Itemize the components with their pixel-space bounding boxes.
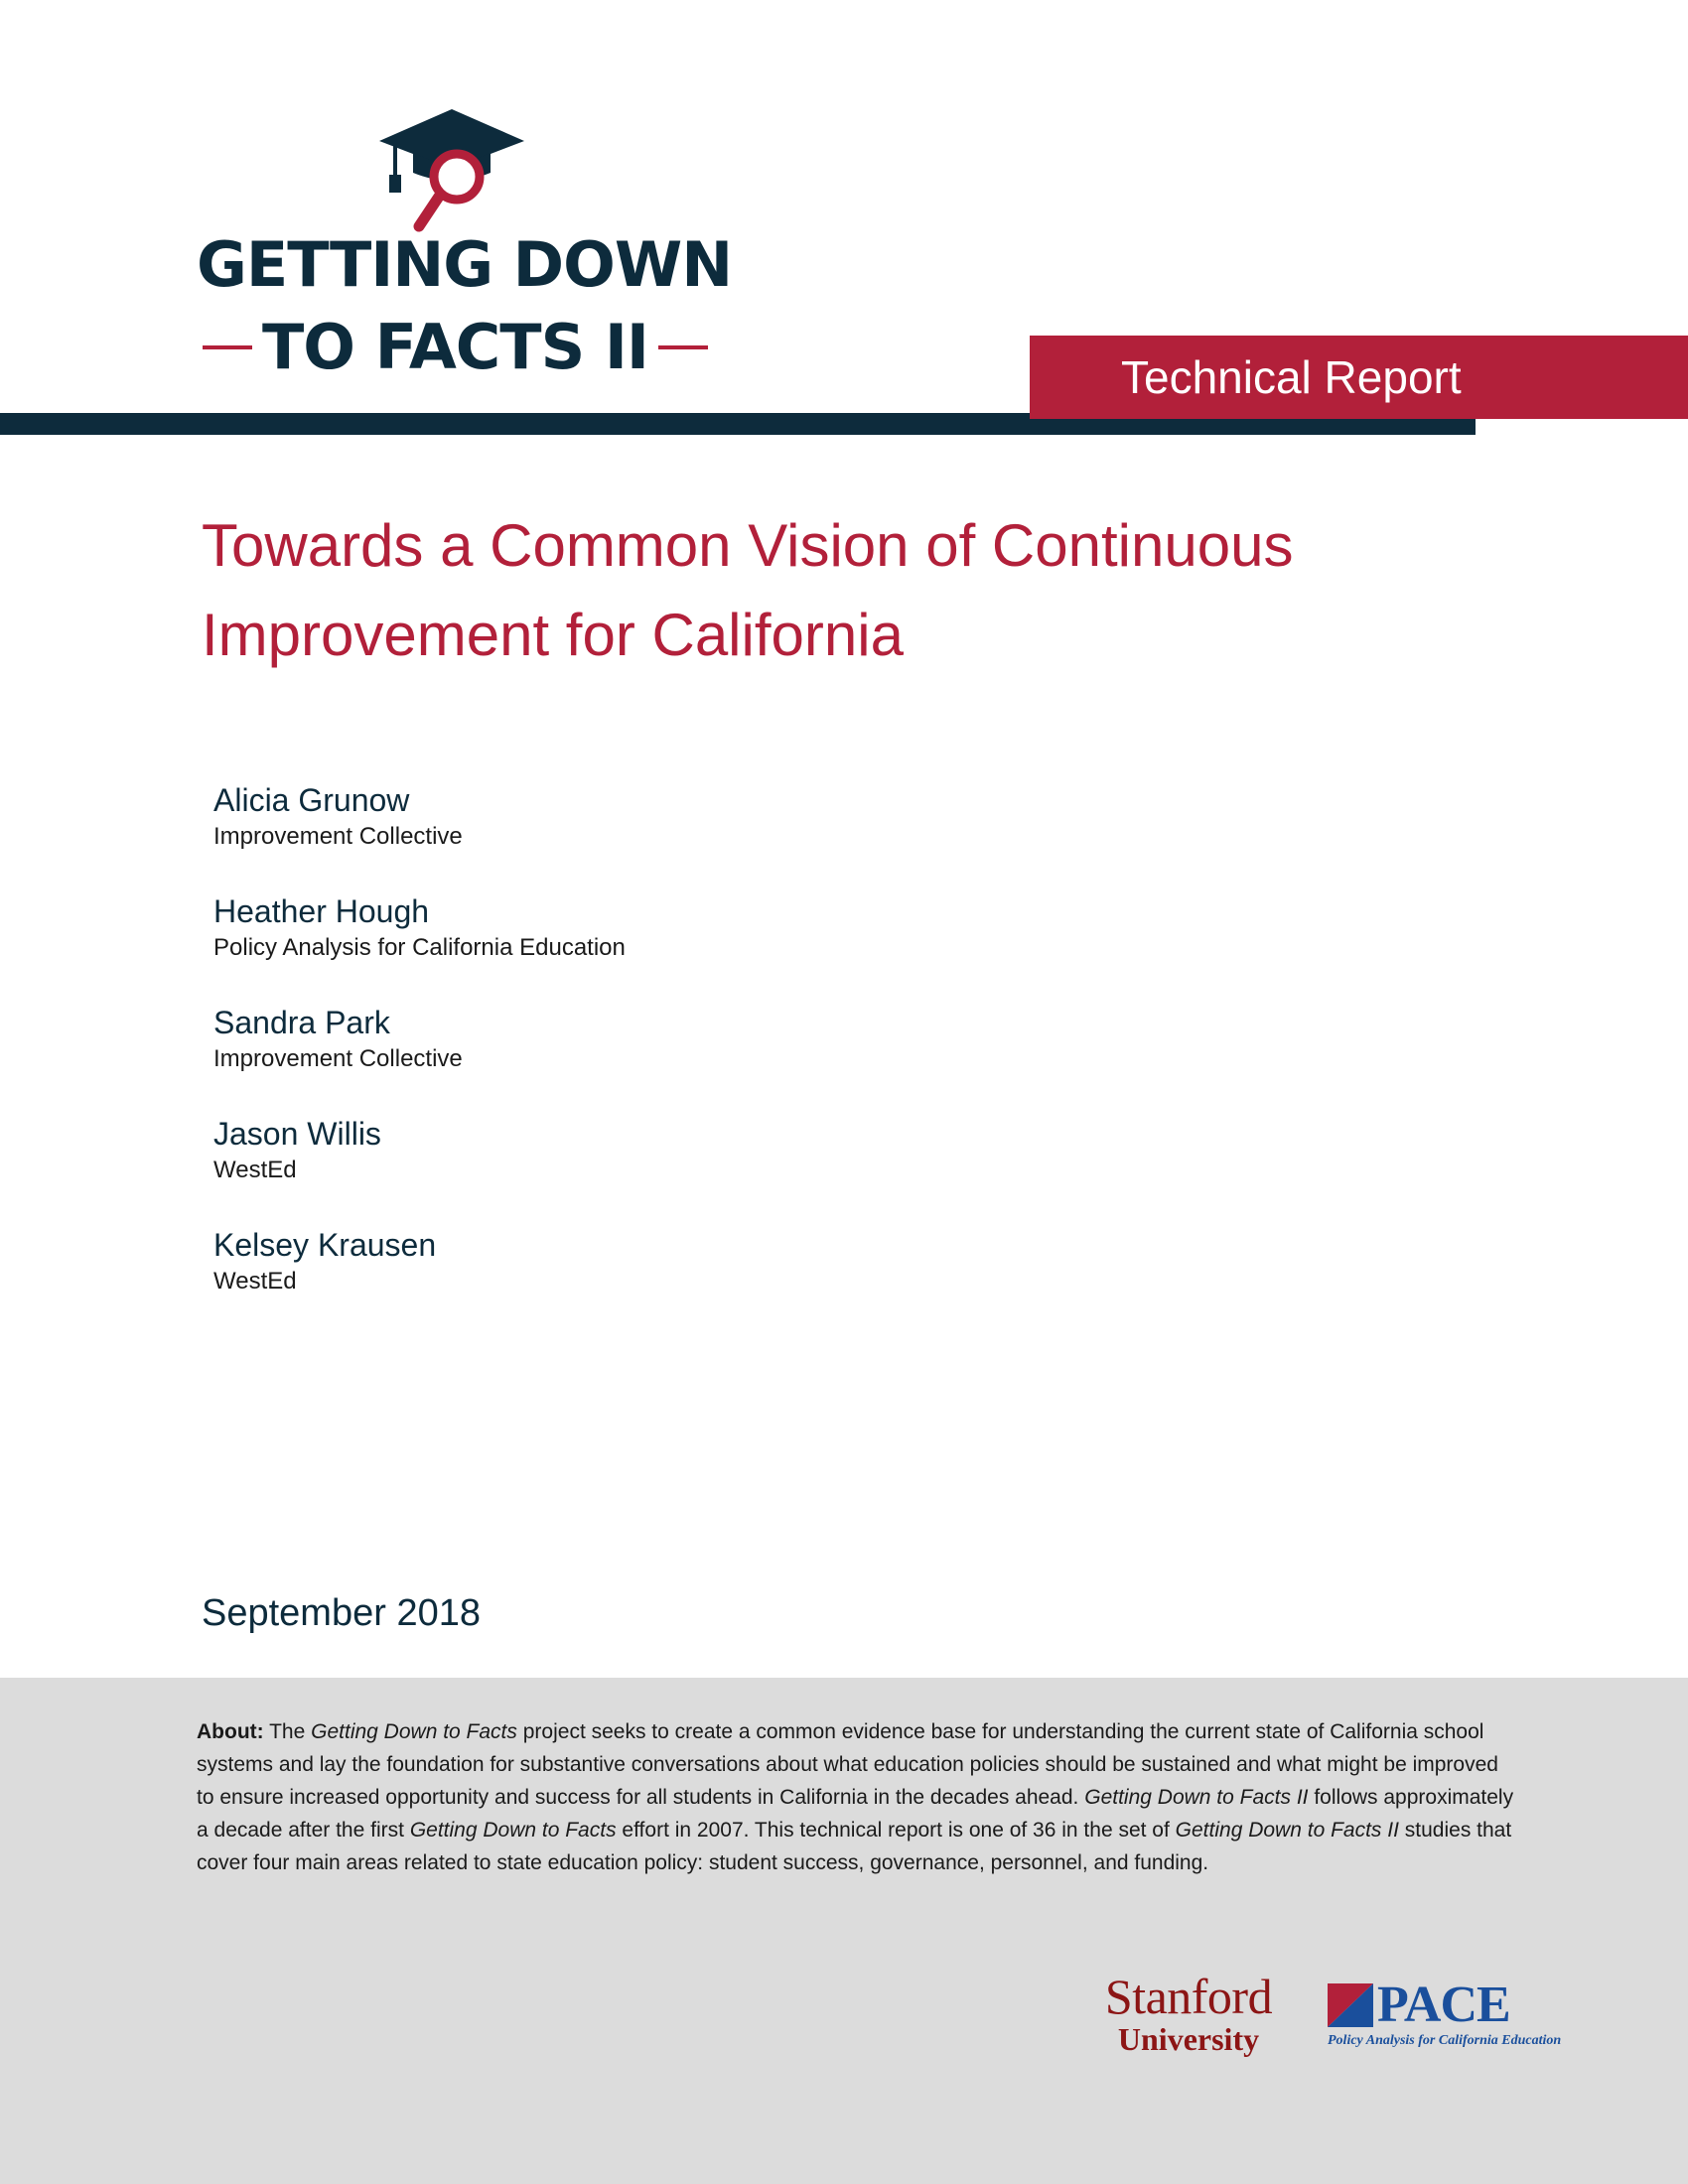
author-entry	[213, 1225, 1107, 1336]
graduation-cap-magnifier-icon	[377, 107, 526, 232]
logo-text-line1: GETTING DOWN	[197, 228, 733, 301]
logo-dash-right	[658, 345, 708, 349]
document-title	[202, 501, 1492, 680]
stanford-university-logo	[1089, 1969, 1288, 2057]
report-type-banner: Technical Report	[1030, 336, 1688, 419]
pace-tagline: Policy Analysis for California Education	[1328, 2033, 1562, 2048]
author-affiliation: WestEd	[213, 1268, 297, 1295]
pace-wordmark: PACE	[1377, 1977, 1510, 2033]
about-paragraph: About: The Getting Down to Facts project seeks to create a common evidence base for understanding the current state of California school systems and lay the foundation for substantive conversations about what education policies should be sustained and what might be improved to ensure increased opportunity and success for all students in California in the decades ahead. Getting Down to Facts II follows approximately a decade after the first Getting Down to Facts effort in 2007. This technical report is one of 36 in the set of Getting Down to Facts II studies that cover four main areas related to state education policy: student success, governance, personnel, and funding.	[197, 1720, 1514, 1874]
author-name: Sandra Park	[213, 1005, 390, 1040]
author-entry	[213, 1114, 1107, 1225]
author-entry	[213, 780, 1107, 891]
author-name: Jason Willis	[213, 1116, 381, 1152]
pace-mark-icon	[1328, 1983, 1373, 2027]
getting-down-to-facts-logo	[195, 107, 733, 383]
logo-text-line2-group	[203, 311, 708, 383]
author-entry	[213, 1003, 1107, 1114]
pace-logo	[1328, 1979, 1586, 2049]
title-line-2: Improvement for California	[202, 602, 904, 668]
author-affiliation: Improvement Collective	[213, 823, 463, 850]
stanford-wordmark: Stanford	[1104, 1969, 1273, 2024]
author-affiliation: Improvement Collective	[213, 1045, 463, 1072]
university-wordmark: University	[1117, 2021, 1260, 2057]
about-section	[0, 1678, 1688, 2184]
author-affiliation: WestEd	[213, 1157, 297, 1183]
author-entry	[213, 891, 1107, 1003]
author-name: Kelsey Krausen	[213, 1227, 437, 1263]
logo-dash-left	[203, 345, 252, 349]
author-list	[213, 780, 1107, 1336]
author-affiliation: Policy Analysis for California Education	[213, 934, 626, 961]
author-name: Heather Hough	[213, 893, 430, 929]
publication-date: September 2018	[202, 1592, 481, 1634]
logo-text-line2: TO FACTS II	[262, 311, 648, 383]
about-label: About:	[197, 1720, 264, 1743]
author-name: Alicia Grunow	[213, 782, 410, 818]
title-line-1: Towards a Common Vision of Continuous	[202, 512, 1294, 579]
